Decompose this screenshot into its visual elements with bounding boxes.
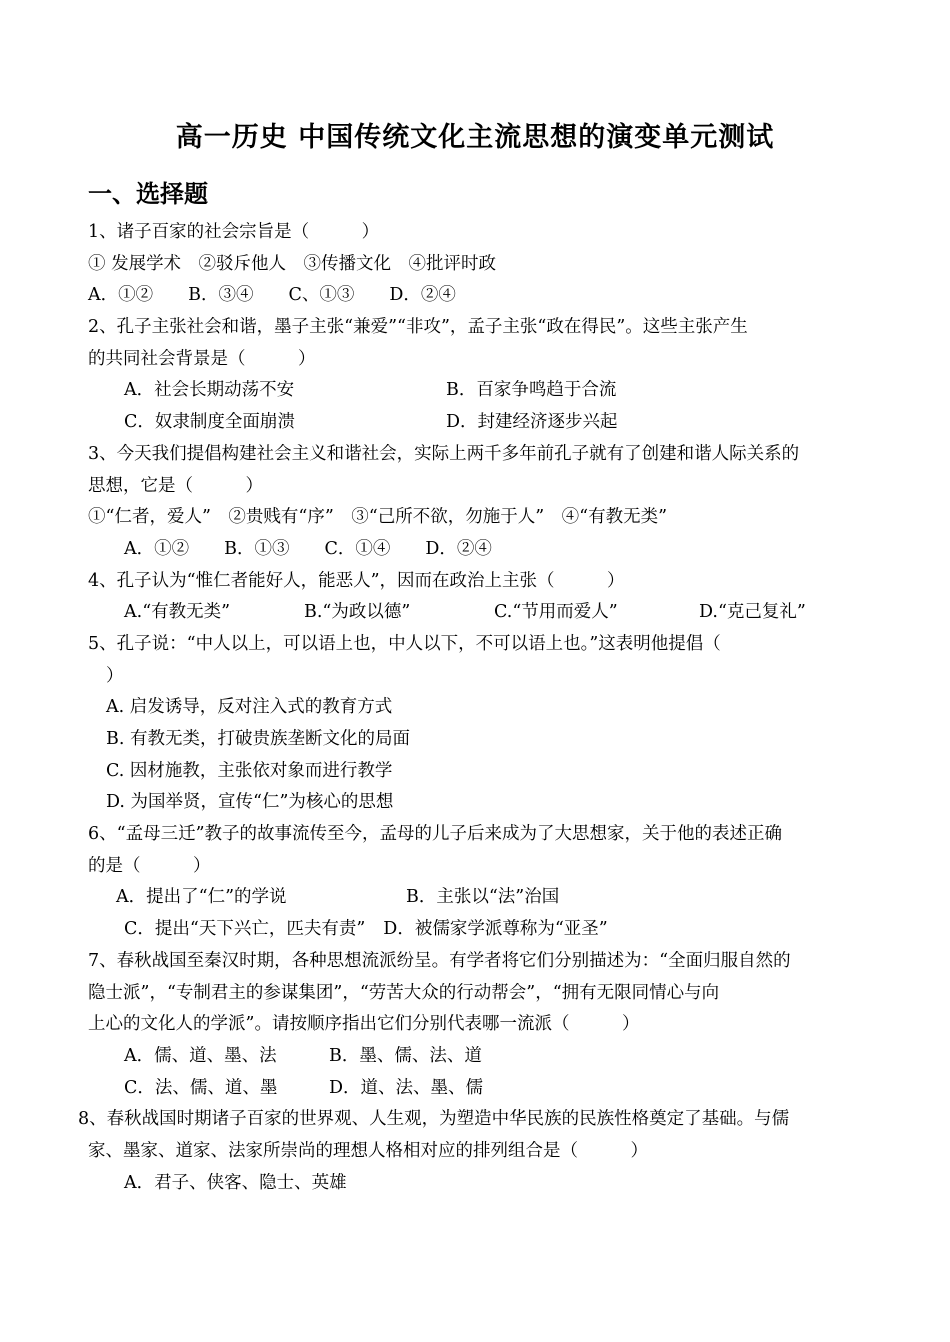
question-5-option-b: B. 有教无类，打破贵族垄断文化的局面 [106, 729, 410, 749]
question-6-stem-line-2: 的是（ ） [88, 855, 211, 876]
question-4-options [88, 597, 868, 629]
question-1-options: A．①② B．③④ C、①③ D．②④ [88, 285, 456, 306]
question-2-options-row-2 [88, 407, 868, 439]
section-heading: 一、选择题 [88, 180, 208, 208]
question-7-options-row-2 [88, 1073, 868, 1105]
question-6-option-c: C．提出“天下兴亡，匹夫有责” [124, 919, 366, 940]
question-2-stem-line-1: 2、孔子主张社会和谐，墨子主张“兼爱”“非攻”，孟子主张“政在得民”。这些主张产生 [88, 317, 748, 338]
question-1-items: ① 发展学术 ②驳斥他人 ③传播文化 ④批评时政 [88, 253, 497, 274]
question-2-stem-line-2: 的共同社会背景是（ ） [88, 348, 316, 369]
question-7-options-row-1 [88, 1041, 868, 1073]
question-5-option-c: C. 因材施教，主张依对象而进行教学 [106, 760, 393, 781]
question-4-option-b: B.“为政以德” [304, 602, 411, 623]
question-7-option-c: C．法、儒、道、墨 [124, 1077, 278, 1098]
question-2-option-c: C．奴隶制度全面崩溃 [124, 412, 295, 433]
question-1-stem: 1、诸子百家的社会宗旨是（ ） [88, 222, 380, 242]
question-7-option-d: D．道、法、墨、儒 [329, 1077, 484, 1098]
question-7-option-b: B．墨、儒、法、道 [329, 1045, 482, 1066]
question-7-option-a: A．儒、道、墨、法 [124, 1045, 277, 1066]
question-3-stem-line-1: 3、今天我们提倡构建社会主义和谐社会，实际上两千多年前孔子就有了创建和谐人际关系的 [88, 443, 800, 464]
question-3-stem-line-2: 思想，它是（ ） [88, 475, 263, 496]
question-2-option-b: B．百家争鸣趋于合流 [446, 380, 617, 401]
question-2-options-row-1 [88, 375, 868, 407]
question-4-option-d: D.“克己复礼” [699, 602, 806, 623]
question-7-stem-line-1: 7、春秋战国至秦汉时期，各种思想流派纷呈。有学者将它们分别描述为：“全面归服自然的 [88, 950, 791, 971]
question-6-options-row-1 [88, 882, 868, 914]
question-6-option-a: A．提出了“仁”的学说 [116, 887, 287, 908]
question-4-stem: 4、孔子认为“惟仁者能好人，能恶人”，因而在政治上主张（ ） [88, 570, 625, 591]
question-2-option-d: D．封建经济逐步兴起 [446, 412, 618, 433]
question-5-option-d: D. 为国举贤，宣传“仁”为核心的思想 [106, 792, 394, 813]
question-8-stem-line-1: 8、春秋战国时期诸子百家的世界观、人生观，为塑造中华民族的民族性格奠定了基础。与儒 [78, 1109, 790, 1130]
question-6-option-d: D．被儒家学派尊称为“亚圣” [383, 919, 608, 940]
question-2-option-a: A．社会长期动荡不安 [124, 380, 295, 401]
question-list [78, 217, 868, 1199]
question-5-stem-line-1: 5、孔子说：“中人以上，可以语上也，中人以下，不可以语上也。”这表明他提倡（ [88, 633, 721, 654]
question-7-stem-line-3: 上心的文化人的学派”。请按顺序指出它们分别代表哪一流派（ ） [88, 1014, 640, 1035]
question-5-stem-line-2: ） [106, 665, 124, 686]
question-8-option-a: A．君子、侠客、隐士、英雄 [124, 1172, 347, 1193]
question-4-option-a: A.“有教无类” [124, 602, 231, 623]
question-6-stem-line-1: 6、“孟母三迁”教子的故事流传至今，孟母的儿子后来成为了大思想家，关于他的表述正确 [88, 824, 783, 845]
question-3-options: A．①② B．①③ C．①④ D．②④ [124, 538, 492, 559]
question-6-options-row-2 [88, 914, 868, 946]
question-8-stem-line-2: 家、墨家、道家、法家所崇尚的理想人格相对应的排列组合是（ ） [88, 1140, 648, 1161]
question-6-option-b: B．主张以“法”治国 [406, 887, 560, 908]
document-title: 高一历史 中国传统文化主流思想的演变单元测试 [175, 122, 775, 153]
question-7-stem-line-2: 隐士派”，“专制君主的参谋集团”，“劳苦大众的行动帮会”，“拥有无限同情心与向 [88, 982, 720, 1003]
question-4-option-c: C.“节用而爱人” [494, 602, 618, 623]
question-3-items: ①“仁者，爱人” ②贵贱有“序” ③“己所不欲，勿施于人” ④“有教无类” [88, 507, 668, 528]
question-5-option-a: A. 启发诱导，反对注入式的教育方式 [106, 697, 393, 718]
